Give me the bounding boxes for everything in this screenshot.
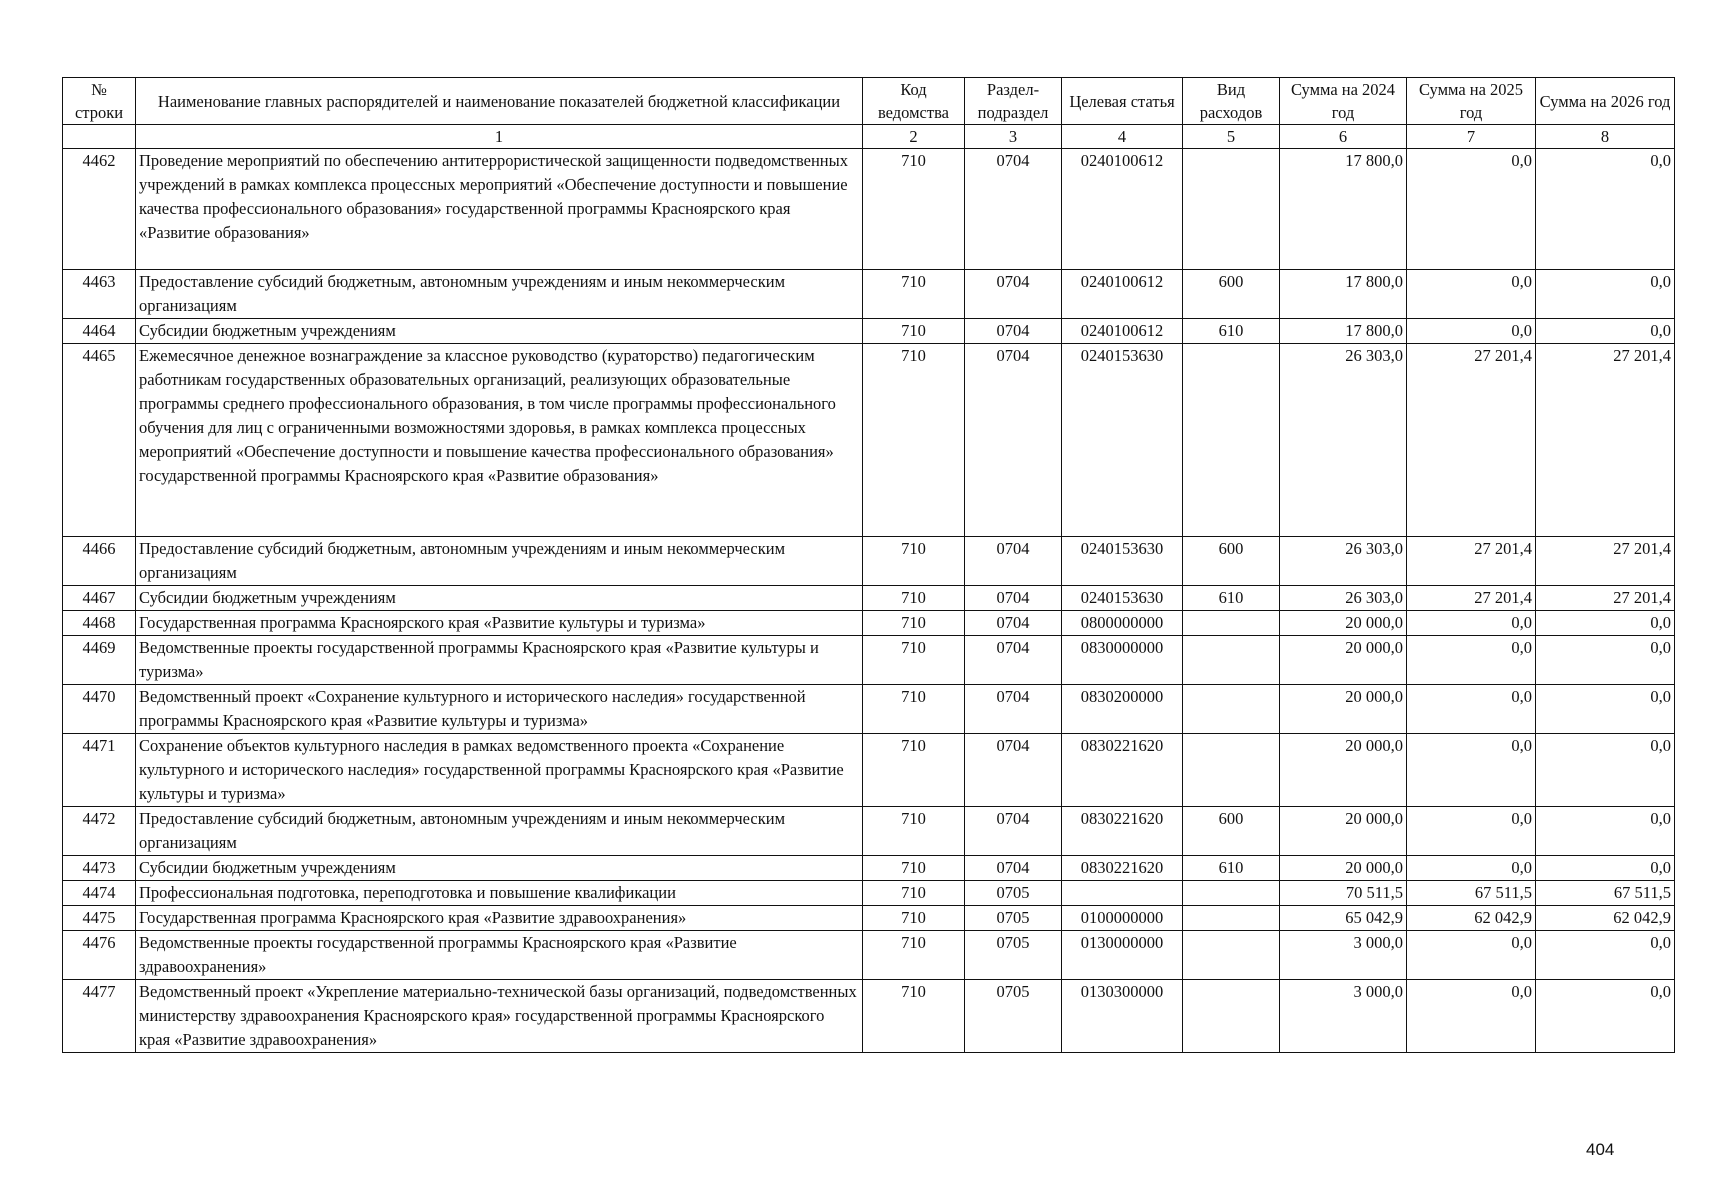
dept-code: 710 [863,856,965,881]
section-code: 0705 [965,906,1062,931]
table-row [63,636,1675,685]
target-code: 0800000000 [1062,611,1183,636]
row-number: 4464 [63,319,136,344]
sum-2025: 67 511,5 [1407,881,1536,906]
table-row [63,931,1675,980]
dept-code: 710 [863,734,965,807]
section-code: 0704 [965,611,1062,636]
row-name: Субсидии бюджетным учреждениям [136,319,863,344]
table-body [63,125,1675,1053]
column-number: 3 [965,125,1062,149]
column-number: 7 [1407,125,1536,149]
table-row [63,319,1675,344]
sum-2025: 0,0 [1407,636,1536,685]
sum-2025: 62 042,9 [1407,906,1536,931]
row-number: 4470 [63,685,136,734]
target-code: 0830221620 [1062,734,1183,807]
row-number: 4469 [63,636,136,685]
dept-code: 710 [863,685,965,734]
row-name: Ведомственные проекты государственной программы Красноярского края «Развитие культуры и туризма» [136,636,863,685]
target-code: 0830221620 [1062,856,1183,881]
row-name: Государственная программа Красноярского края «Развитие здравоохранения» [136,906,863,931]
sum-2024: 3 000,0 [1280,931,1407,980]
sum-2026: 0,0 [1536,636,1675,685]
column-number-row [63,125,1675,149]
table-row [63,734,1675,807]
expense-type: 610 [1183,856,1280,881]
expense-type: 600 [1183,270,1280,319]
table-row [63,906,1675,931]
sum-2025: 27 201,4 [1407,537,1536,586]
sum-2024: 17 800,0 [1280,149,1407,270]
dept-code: 710 [863,319,965,344]
sum-2024: 20 000,0 [1280,856,1407,881]
section-code: 0704 [965,807,1062,856]
expense-type [1183,611,1280,636]
sum-2024: 20 000,0 [1280,611,1407,636]
section-code: 0704 [965,734,1062,807]
sum-2026: 0,0 [1536,807,1675,856]
sum-2025: 0,0 [1407,685,1536,734]
dept-code: 710 [863,611,965,636]
sum-2024: 26 303,0 [1280,537,1407,586]
target-code: 0830221620 [1062,807,1183,856]
row-name: Ведомственный проект «Сохранение культурного и исторического наследия» государственной программы Красноярского края «Развитие культуры и туризма» [136,685,863,734]
sum-2026: 0,0 [1536,685,1675,734]
dept-code: 710 [863,881,965,906]
row-name: Проведение мероприятий по обеспечению антитеррористической защищенности подведомственных учреждений в рамках комплекса процессных мероприятий «Обеспечение доступности и повышение качества профессионального образования» государственной программы Красноярского края «Развитие образования» [136,149,863,270]
section-code: 0704 [965,586,1062,611]
row-name: Ведомственные проекты государственной программы Красноярского края «Развитие здравоохранения» [136,931,863,980]
sum-2025: 0,0 [1407,856,1536,881]
row-number: 4468 [63,611,136,636]
expense-type: 600 [1183,537,1280,586]
row-name: Ежемесячное денежное вознаграждение за классное руководство (кураторство) педагогическим работникам государственных образовательных организаций, реализующих образовательные программы среднего профессионального образования, в том числе программы профессионального обучения для лиц с ограниченными возможностями здоровья, в рамках комплекса процессных мероприятий «Обеспечение доступности и повышение качества профессионального образования» государственной программы Красноярского края «Развитие образования» [136,344,863,537]
target-code: 0240153630 [1062,586,1183,611]
header-target: Целевая статья [1062,78,1183,125]
target-code: 0830000000 [1062,636,1183,685]
section-code: 0704 [965,856,1062,881]
section-code: 0704 [965,319,1062,344]
sum-2026: 27 201,4 [1536,537,1675,586]
section-code: 0705 [965,931,1062,980]
budget-table [62,77,1675,1053]
column-number [63,125,136,149]
sum-2024: 17 800,0 [1280,270,1407,319]
expense-type [1183,931,1280,980]
sum-2025: 0,0 [1407,734,1536,807]
section-code: 0704 [965,270,1062,319]
sum-2026: 27 201,4 [1536,344,1675,537]
expense-type: 600 [1183,807,1280,856]
row-number: 4463 [63,270,136,319]
target-code: 0830200000 [1062,685,1183,734]
sum-2026: 0,0 [1536,856,1675,881]
sum-2024: 70 511,5 [1280,881,1407,906]
header-section: Раздел- подраздел [965,78,1062,125]
sum-2024: 20 000,0 [1280,685,1407,734]
page-number: 404 [1586,1140,1615,1159]
expense-type [1183,881,1280,906]
column-number: 2 [863,125,965,149]
sum-2025: 27 201,4 [1407,586,1536,611]
dept-code: 710 [863,270,965,319]
target-code: 0240100612 [1062,319,1183,344]
row-number: 4475 [63,906,136,931]
row-number: 4472 [63,807,136,856]
sum-2026: 0,0 [1536,980,1675,1053]
target-code [1062,881,1183,906]
section-code: 0704 [965,685,1062,734]
table-header-row [63,78,1675,125]
section-code: 0704 [965,537,1062,586]
header-sum-2025: Сумма на 2025 год [1407,78,1536,125]
sum-2026: 62 042,9 [1536,906,1675,931]
row-name: Субсидии бюджетным учреждениям [136,856,863,881]
table-row [63,586,1675,611]
sum-2024: 65 042,9 [1280,906,1407,931]
table-row [63,270,1675,319]
sum-2026: 27 201,4 [1536,586,1675,611]
row-name: Предоставление субсидий бюджетным, автономным учреждениям и иным некоммерческим организациям [136,537,863,586]
row-name: Предоставление субсидий бюджетным, автономным учреждениям и иным некоммерческим организациям [136,807,863,856]
target-code: 0130000000 [1062,931,1183,980]
table-row [63,611,1675,636]
sum-2025: 0,0 [1407,611,1536,636]
target-code: 0240153630 [1062,344,1183,537]
header-row-number: № строки [63,78,136,125]
sum-2024: 26 303,0 [1280,344,1407,537]
header-name: Наименование главных распорядителей и наименование показателей бюджетной классификации [136,78,863,125]
row-number: 4471 [63,734,136,807]
dept-code: 710 [863,980,965,1053]
row-number: 4477 [63,980,136,1053]
row-name: Сохранение объектов культурного наследия в рамках ведомственного проекта «Сохранение культурного и исторического наследия» государственной программы Красноярского края «Развитие культуры и туризма» [136,734,863,807]
sum-2026: 0,0 [1536,270,1675,319]
expense-type [1183,906,1280,931]
table-row [63,980,1675,1053]
target-code: 0100000000 [1062,906,1183,931]
sum-2026: 0,0 [1536,734,1675,807]
section-code: 0704 [965,149,1062,270]
row-name: Предоставление субсидий бюджетным, автономным учреждениям и иным некоммерческим организациям [136,270,863,319]
sum-2025: 0,0 [1407,319,1536,344]
sum-2026: 67 511,5 [1536,881,1675,906]
expense-type [1183,734,1280,807]
header-dept-code: Код ведомства [863,78,965,125]
sum-2026: 0,0 [1536,149,1675,270]
row-name: Профессиональная подготовка, переподготовка и повышение квалификации [136,881,863,906]
sum-2026: 0,0 [1536,319,1675,344]
sum-2024: 17 800,0 [1280,319,1407,344]
table-row [63,807,1675,856]
column-number: 1 [136,125,863,149]
section-code: 0704 [965,344,1062,537]
expense-type [1183,344,1280,537]
row-number: 4467 [63,586,136,611]
row-number: 4462 [63,149,136,270]
sum-2025: 0,0 [1407,980,1536,1053]
table-row [63,685,1675,734]
row-name: Ведомственный проект «Укрепление материально-технической базы организаций, подведомственных министерству здравоохранения Красноярского края» государственной программы Красноярского края «Развитие здравоохранения» [136,980,863,1053]
table-row [63,856,1675,881]
section-code: 0705 [965,980,1062,1053]
sum-2024: 26 303,0 [1280,586,1407,611]
sum-2024: 20 000,0 [1280,636,1407,685]
row-name: Государственная программа Красноярского края «Развитие культуры и туризма» [136,611,863,636]
target-code: 0130300000 [1062,980,1183,1053]
row-number: 4474 [63,881,136,906]
sum-2025: 0,0 [1407,931,1536,980]
table-row [63,344,1675,537]
table-row [63,537,1675,586]
dept-code: 710 [863,149,965,270]
dept-code: 710 [863,931,965,980]
table-row [63,149,1675,270]
expense-type: 610 [1183,319,1280,344]
dept-code: 710 [863,586,965,611]
header-sum-2026: Сумма на 2026 год [1536,78,1675,125]
dept-code: 710 [863,906,965,931]
table-row [63,881,1675,906]
dept-code: 710 [863,537,965,586]
dept-code: 710 [863,636,965,685]
sum-2026: 0,0 [1536,931,1675,980]
sum-2026: 0,0 [1536,611,1675,636]
dept-code: 710 [863,344,965,537]
sum-2024: 3 000,0 [1280,980,1407,1053]
expense-type [1183,980,1280,1053]
column-number: 5 [1183,125,1280,149]
sum-2025: 0,0 [1407,807,1536,856]
row-number: 4473 [63,856,136,881]
sum-2025: 27 201,4 [1407,344,1536,537]
sum-2025: 0,0 [1407,149,1536,270]
expense-type [1183,149,1280,270]
section-code: 0704 [965,636,1062,685]
column-number: 8 [1536,125,1675,149]
row-number: 4465 [63,344,136,537]
expense-type: 610 [1183,586,1280,611]
column-number: 6 [1280,125,1407,149]
target-code: 0240100612 [1062,270,1183,319]
row-number: 4476 [63,931,136,980]
sum-2024: 20 000,0 [1280,807,1407,856]
header-expense-type: Вид расходов [1183,78,1280,125]
sum-2025: 0,0 [1407,270,1536,319]
target-code: 0240100612 [1062,149,1183,270]
target-code: 0240153630 [1062,537,1183,586]
dept-code: 710 [863,807,965,856]
sum-2024: 20 000,0 [1280,734,1407,807]
row-number: 4466 [63,537,136,586]
column-number: 4 [1062,125,1183,149]
header-sum-2024: Сумма на 2024 год [1280,78,1407,125]
row-name: Субсидии бюджетным учреждениям [136,586,863,611]
section-code: 0705 [965,881,1062,906]
expense-type [1183,685,1280,734]
expense-type [1183,636,1280,685]
